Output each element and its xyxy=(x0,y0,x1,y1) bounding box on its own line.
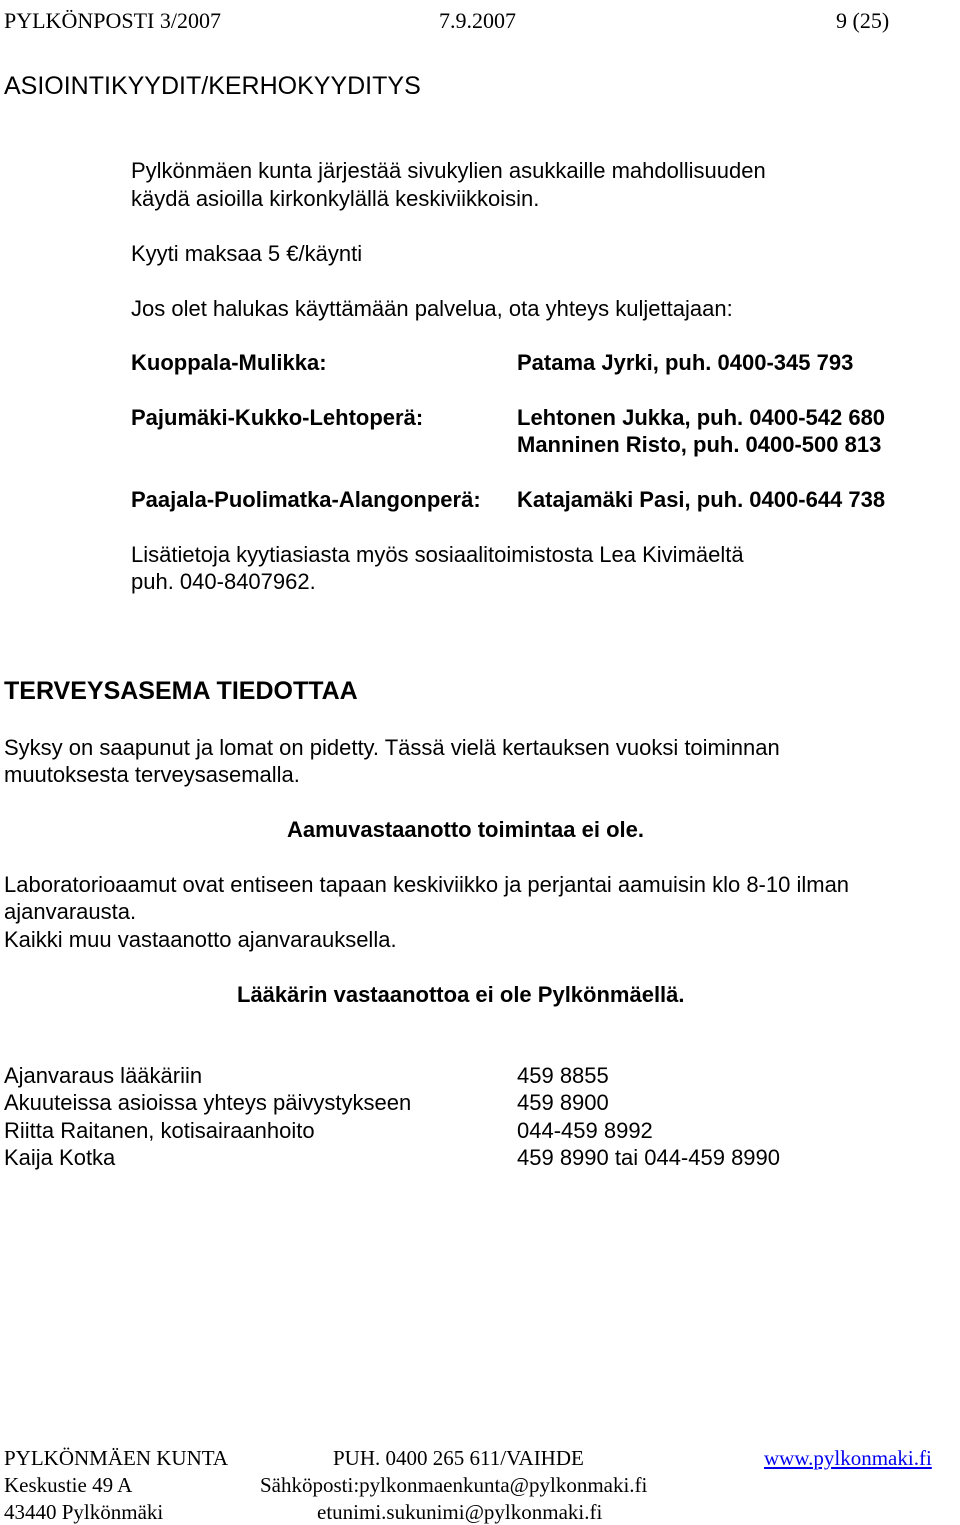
phone-list-label: Akuuteissa asioissa yhteys päivystykseen xyxy=(4,1090,412,1115)
ride-contact-prompt: Jos olet halukas käyttämään palvelua, ota yhteys kuljettajaan: xyxy=(131,296,733,321)
other-reception-info: Kaikki muu vastaanotto ajanvarauksella. xyxy=(4,927,397,952)
phone-list-number: 044-459 8992 xyxy=(517,1118,653,1143)
phone-list-number: 459 8990 tai 044-459 8990 xyxy=(517,1145,781,1170)
notice-doctor-reception: Lääkärin vastaanottoa ei ole Pylkönmäellä. xyxy=(237,982,685,1007)
phone-list-label: Ajanvaraus lääkäriin xyxy=(4,1063,203,1088)
footer-org: PYLKÖNMÄEN KUNTA xyxy=(4,1446,229,1470)
ride-intro-line1: Pylkönmäen kunta järjestää sivukylien asukkaille mahdollisuuden xyxy=(131,158,766,183)
route-driver-lehtonen: Lehtonen Jukka, puh. 0400-542 680 xyxy=(517,405,886,430)
ride-section-title: ASIOINTIKYYDIT/KERHOKYYDITYS xyxy=(4,72,421,100)
route-driver-patama: Patama Jyrki, puh. 0400-345 793 xyxy=(517,350,854,375)
phone-list-label: Riitta Raitanen, kotisairaanhoito xyxy=(4,1118,315,1143)
footer-email[interactable]: Sähköposti:pylkonmaenkunta@pylkonmaki.fi xyxy=(260,1473,648,1497)
route-driver-manninen: Manninen Risto, puh. 0400-500 813 xyxy=(517,432,882,457)
lab-info-line1: Laboratorioaamut ovat entiseen tapaan keskiviikko ja perjantai aamuisin klo 8-10 ilman xyxy=(4,872,850,897)
health-intro-line2: muutoksesta terveysasemalla. xyxy=(4,762,300,787)
lab-info-line2: ajanvarausta. xyxy=(4,899,137,924)
footer-website-link[interactable]: www.pylkonmaki.fi xyxy=(764,1446,932,1470)
notice-morning-reception: Aamuvastaanotto toimintaa ei ole. xyxy=(287,817,644,842)
footer-postal: 43440 Pylkönmäki xyxy=(4,1500,164,1524)
phone-list-label: Kaija Kotka xyxy=(4,1145,116,1170)
health-intro-line1: Syksy on saapunut ja lomat on pidetty. Tässä vielä kertauksen vuoksi toiminnan xyxy=(4,735,780,760)
header-page-number: 9 (25) xyxy=(836,8,890,33)
ride-more-info-line2: puh. 040-8407962. xyxy=(131,569,316,594)
phone-list-number: 459 8900 xyxy=(517,1090,609,1115)
phone-list-number: 459 8855 xyxy=(517,1063,609,1088)
ride-intro-line2: käydä asioilla kirkonkylällä keskiviikkoisin. xyxy=(131,186,540,211)
route-driver-katajamaki: Katajamäki Pasi, puh. 0400-644 738 xyxy=(517,487,886,512)
ride-more-info-line1: Lisätietoja kyytiasiasta myös sosiaalitoimistosta Lea Kivimäeltä xyxy=(131,542,744,567)
footer-phone: PUH. 0400 265 611/VAIHDE xyxy=(333,1446,584,1470)
route-area-kuoppala: Kuoppala-Mulikka: xyxy=(131,350,327,375)
route-area-pajumaki: Pajumäki-Kukko-Lehtoperä: xyxy=(131,405,424,430)
route-area-paajala: Paajala-Puolimatka-Alangonperä: xyxy=(131,487,481,512)
health-section-title: TERVEYSASEMA TIEDOTTAA xyxy=(4,677,358,705)
header-date: 7.9.2007 xyxy=(439,8,516,33)
ride-price: Kyyti maksaa 5 €/käynti xyxy=(131,241,363,266)
header-publication: PYLKÖNPOSTI 3/2007 xyxy=(4,8,221,33)
footer-street: Keskustie 49 A xyxy=(4,1473,133,1497)
footer-email-pattern: etunimi.sukunimi@pylkonmaki.fi xyxy=(317,1500,603,1524)
